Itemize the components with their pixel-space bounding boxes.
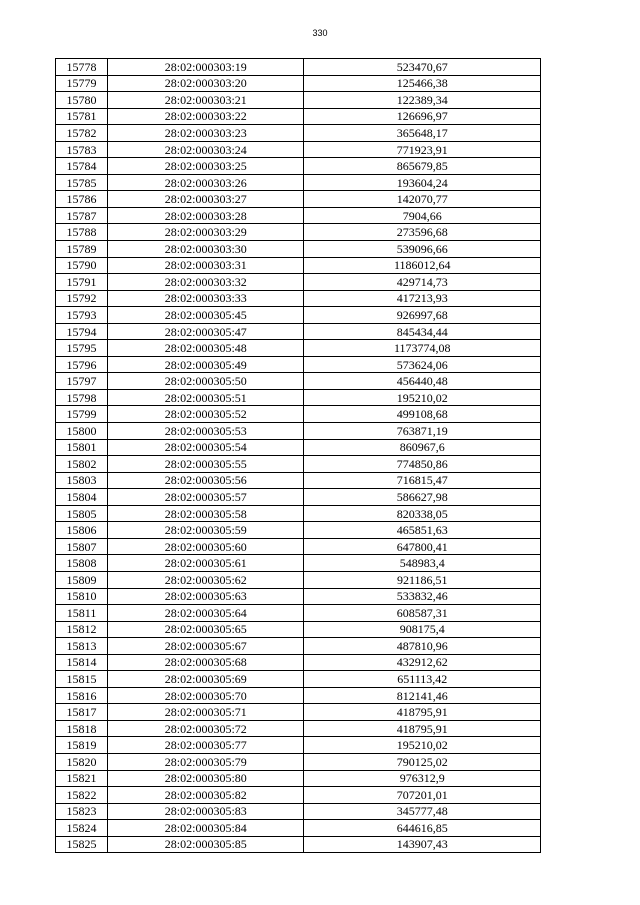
cadastral-number-cell: 28:02:000305:79 xyxy=(108,753,304,770)
cadastral-number-cell: 28:02:000305:63 xyxy=(108,588,304,605)
table-row xyxy=(56,687,541,704)
cadastral-number-cell: 28:02:000305:65 xyxy=(108,621,304,638)
row-number-cell: 15817 xyxy=(56,704,108,721)
value-cell: 573624,06 xyxy=(304,356,541,373)
table-row xyxy=(56,59,541,76)
row-number-cell: 15782 xyxy=(56,125,108,142)
table-row xyxy=(56,704,541,721)
row-number-cell: 15791 xyxy=(56,274,108,291)
table-row xyxy=(56,439,541,456)
value-cell: 125466,38 xyxy=(304,75,541,92)
row-number-cell: 15784 xyxy=(56,158,108,175)
value-cell: 539096,66 xyxy=(304,241,541,258)
table-row xyxy=(56,588,541,605)
table-row xyxy=(56,522,541,539)
table-row xyxy=(56,307,541,324)
value-cell: 771923,91 xyxy=(304,141,541,158)
table-row xyxy=(56,373,541,390)
value-cell: 365648,17 xyxy=(304,125,541,142)
cadastral-number-cell: 28:02:000305:61 xyxy=(108,555,304,572)
table-row xyxy=(56,753,541,770)
table-row xyxy=(56,207,541,224)
row-number-cell: 15807 xyxy=(56,538,108,555)
value-cell: 926997,68 xyxy=(304,307,541,324)
cadastral-number-cell: 28:02:000305:84 xyxy=(108,820,304,837)
table-row xyxy=(56,605,541,622)
value-cell: 908175,4 xyxy=(304,621,541,638)
value-cell: 122389,34 xyxy=(304,92,541,109)
table-row xyxy=(56,389,541,406)
value-cell: 707201,01 xyxy=(304,787,541,804)
cadastral-number-cell: 28:02:000303:26 xyxy=(108,174,304,191)
value-cell: 716815,47 xyxy=(304,472,541,489)
value-cell: 418795,91 xyxy=(304,720,541,737)
table-row xyxy=(56,787,541,804)
table-row xyxy=(56,555,541,572)
cadastral-number-cell: 28:02:000305:82 xyxy=(108,787,304,804)
row-number-cell: 15795 xyxy=(56,340,108,357)
row-number-cell: 15809 xyxy=(56,571,108,588)
table-row xyxy=(56,75,541,92)
row-number-cell: 15822 xyxy=(56,787,108,804)
value-cell: 845434,44 xyxy=(304,323,541,340)
table-row xyxy=(56,125,541,142)
table-row xyxy=(56,406,541,423)
row-number-cell: 15800 xyxy=(56,423,108,440)
table-row xyxy=(56,472,541,489)
table-row xyxy=(56,505,541,522)
cadastral-number-cell: 28:02:000303:21 xyxy=(108,92,304,109)
row-number-cell: 15811 xyxy=(56,605,108,622)
cadastral-number-cell: 28:02:000303:28 xyxy=(108,207,304,224)
cadastral-number-cell: 28:02:000305:50 xyxy=(108,373,304,390)
row-number-cell: 15780 xyxy=(56,92,108,109)
page-number: 330 xyxy=(312,28,328,38)
value-cell: 429714,73 xyxy=(304,274,541,291)
table-row xyxy=(56,174,541,191)
row-number-cell: 15786 xyxy=(56,191,108,208)
cadastral-number-cell: 28:02:000303:20 xyxy=(108,75,304,92)
cadastral-number-cell: 28:02:000305:62 xyxy=(108,571,304,588)
row-number-cell: 15819 xyxy=(56,737,108,754)
value-cell: 7904,66 xyxy=(304,207,541,224)
table-row xyxy=(56,257,541,274)
cadastral-number-cell: 28:02:000303:25 xyxy=(108,158,304,175)
value-cell: 195210,02 xyxy=(304,737,541,754)
row-number-cell: 15815 xyxy=(56,671,108,688)
cadastral-number-cell: 28:02:000303:29 xyxy=(108,224,304,241)
table-row xyxy=(56,92,541,109)
cadastral-number-cell: 28:02:000305:60 xyxy=(108,538,304,555)
value-cell: 865679,85 xyxy=(304,158,541,175)
value-cell: 644616,85 xyxy=(304,820,541,837)
cadastral-number-cell: 28:02:000305:64 xyxy=(108,605,304,622)
row-number-cell: 15814 xyxy=(56,654,108,671)
row-number-cell: 15806 xyxy=(56,522,108,539)
value-cell: 774850,86 xyxy=(304,456,541,473)
value-cell: 345777,48 xyxy=(304,803,541,820)
table-row xyxy=(56,356,541,373)
row-number-cell: 15798 xyxy=(56,389,108,406)
value-cell: 976312,9 xyxy=(304,770,541,787)
table-row xyxy=(56,820,541,837)
value-cell: 820338,05 xyxy=(304,505,541,522)
value-cell: 418795,91 xyxy=(304,704,541,721)
table-row xyxy=(56,274,541,291)
value-cell: 921186,51 xyxy=(304,571,541,588)
cadastral-number-cell: 28:02:000305:55 xyxy=(108,456,304,473)
value-cell: 523470,67 xyxy=(304,59,541,76)
cadastral-number-cell: 28:02:000303:23 xyxy=(108,125,304,142)
row-number-cell: 15787 xyxy=(56,207,108,224)
table-row xyxy=(56,108,541,125)
value-cell: 651113,42 xyxy=(304,671,541,688)
row-number-cell: 15792 xyxy=(56,290,108,307)
row-number-cell: 15810 xyxy=(56,588,108,605)
value-cell: 586627,98 xyxy=(304,489,541,506)
row-number-cell: 15790 xyxy=(56,257,108,274)
table-row xyxy=(56,241,541,258)
table-row xyxy=(56,671,541,688)
table-row xyxy=(56,489,541,506)
table-row xyxy=(56,423,541,440)
row-number-cell: 15818 xyxy=(56,720,108,737)
row-number-cell: 15808 xyxy=(56,555,108,572)
value-cell: 790125,02 xyxy=(304,753,541,770)
cadastral-number-cell: 28:02:000305:58 xyxy=(108,505,304,522)
cadastral-number-cell: 28:02:000303:19 xyxy=(108,59,304,76)
value-cell: 533832,46 xyxy=(304,588,541,605)
row-number-cell: 15779 xyxy=(56,75,108,92)
table-row xyxy=(56,654,541,671)
cadastral-number-cell: 28:02:000305:47 xyxy=(108,323,304,340)
table-row xyxy=(56,141,541,158)
table-row xyxy=(56,290,541,307)
table-row xyxy=(56,621,541,638)
cadastral-number-cell: 28:02:000305:57 xyxy=(108,489,304,506)
row-number-cell: 15823 xyxy=(56,803,108,820)
cadastral-number-cell: 28:02:000305:67 xyxy=(108,638,304,655)
table-row xyxy=(56,836,541,853)
table-row xyxy=(56,770,541,787)
value-cell: 432912,62 xyxy=(304,654,541,671)
row-number-cell: 15820 xyxy=(56,753,108,770)
row-number-cell: 15803 xyxy=(56,472,108,489)
cadastral-number-cell: 28:02:000303:33 xyxy=(108,290,304,307)
cadastral-number-cell: 28:02:000305:77 xyxy=(108,737,304,754)
value-cell: 1173774,08 xyxy=(304,340,541,357)
row-number-cell: 15788 xyxy=(56,224,108,241)
cadastral-number-cell: 28:02:000305:69 xyxy=(108,671,304,688)
cadastral-number-cell: 28:02:000305:52 xyxy=(108,406,304,423)
row-number-cell: 15802 xyxy=(56,456,108,473)
row-number-cell: 15781 xyxy=(56,108,108,125)
value-cell: 647800,41 xyxy=(304,538,541,555)
cadastral-number-cell: 28:02:000305:68 xyxy=(108,654,304,671)
value-cell: 1186012,64 xyxy=(304,257,541,274)
cadastral-number-cell: 28:02:000305:49 xyxy=(108,356,304,373)
cadastral-number-cell: 28:02:000303:30 xyxy=(108,241,304,258)
table-row xyxy=(56,571,541,588)
table-row xyxy=(56,538,541,555)
cadastral-number-cell: 28:02:000305:45 xyxy=(108,307,304,324)
row-number-cell: 15783 xyxy=(56,141,108,158)
row-number-cell: 15812 xyxy=(56,621,108,638)
row-number-cell: 15804 xyxy=(56,489,108,506)
row-number-cell: 15799 xyxy=(56,406,108,423)
cadastral-number-cell: 28:02:000303:31 xyxy=(108,257,304,274)
value-cell: 193604,24 xyxy=(304,174,541,191)
table-row xyxy=(56,323,541,340)
row-number-cell: 15816 xyxy=(56,687,108,704)
cadastral-number-cell: 28:02:000305:83 xyxy=(108,803,304,820)
row-number-cell: 15797 xyxy=(56,373,108,390)
value-cell: 860967,6 xyxy=(304,439,541,456)
table-row xyxy=(56,158,541,175)
table-row xyxy=(56,340,541,357)
row-number-cell: 15793 xyxy=(56,307,108,324)
table-body xyxy=(56,59,541,853)
value-cell: 548983,4 xyxy=(304,555,541,572)
cadastral-number-cell: 28:02:000305:53 xyxy=(108,423,304,440)
row-number-cell: 15805 xyxy=(56,505,108,522)
row-number-cell: 15778 xyxy=(56,59,108,76)
cadastral-number-cell: 28:02:000305:51 xyxy=(108,389,304,406)
row-number-cell: 15801 xyxy=(56,439,108,456)
value-cell: 456440,48 xyxy=(304,373,541,390)
table-row xyxy=(56,224,541,241)
value-cell: 417213,93 xyxy=(304,290,541,307)
cadastral-number-cell: 28:02:000305:85 xyxy=(108,836,304,853)
value-cell: 273596,68 xyxy=(304,224,541,241)
cadastral-number-cell: 28:02:000303:22 xyxy=(108,108,304,125)
value-cell: 143907,43 xyxy=(304,836,541,853)
row-number-cell: 15794 xyxy=(56,323,108,340)
cadastral-number-cell: 28:02:000303:27 xyxy=(108,191,304,208)
table-row xyxy=(56,456,541,473)
cadastral-number-cell: 28:02:000305:70 xyxy=(108,687,304,704)
cadastral-number-cell: 28:02:000305:54 xyxy=(108,439,304,456)
cadastral-number-cell: 28:02:000305:59 xyxy=(108,522,304,539)
row-number-cell: 15796 xyxy=(56,356,108,373)
value-cell: 499108,68 xyxy=(304,406,541,423)
row-number-cell: 15789 xyxy=(56,241,108,258)
value-cell: 465851,63 xyxy=(304,522,541,539)
row-number-cell: 15821 xyxy=(56,770,108,787)
value-cell: 763871,19 xyxy=(304,423,541,440)
row-number-cell: 15825 xyxy=(56,836,108,853)
row-number-cell: 15824 xyxy=(56,820,108,837)
value-cell: 126696,97 xyxy=(304,108,541,125)
value-cell: 195210,02 xyxy=(304,389,541,406)
table-row xyxy=(56,720,541,737)
cadastral-number-cell: 28:02:000305:48 xyxy=(108,340,304,357)
cadastral-number-cell: 28:02:000303:32 xyxy=(108,274,304,291)
value-cell: 487810,96 xyxy=(304,638,541,655)
row-number-cell: 15785 xyxy=(56,174,108,191)
cadastral-number-cell: 28:02:000305:56 xyxy=(108,472,304,489)
table-row xyxy=(56,803,541,820)
cadastral-number-cell: 28:02:000303:24 xyxy=(108,141,304,158)
table-row xyxy=(56,737,541,754)
row-number-cell: 15813 xyxy=(56,638,108,655)
cadastral-number-cell: 28:02:000305:80 xyxy=(108,770,304,787)
cadastral-number-cell: 28:02:000305:72 xyxy=(108,720,304,737)
table-row xyxy=(56,638,541,655)
cadastral-number-cell: 28:02:000305:71 xyxy=(108,704,304,721)
cadastral-values-table xyxy=(55,58,541,853)
table-row xyxy=(56,191,541,208)
value-cell: 142070,77 xyxy=(304,191,541,208)
value-cell: 608587,31 xyxy=(304,605,541,622)
value-cell: 812141,46 xyxy=(304,687,541,704)
